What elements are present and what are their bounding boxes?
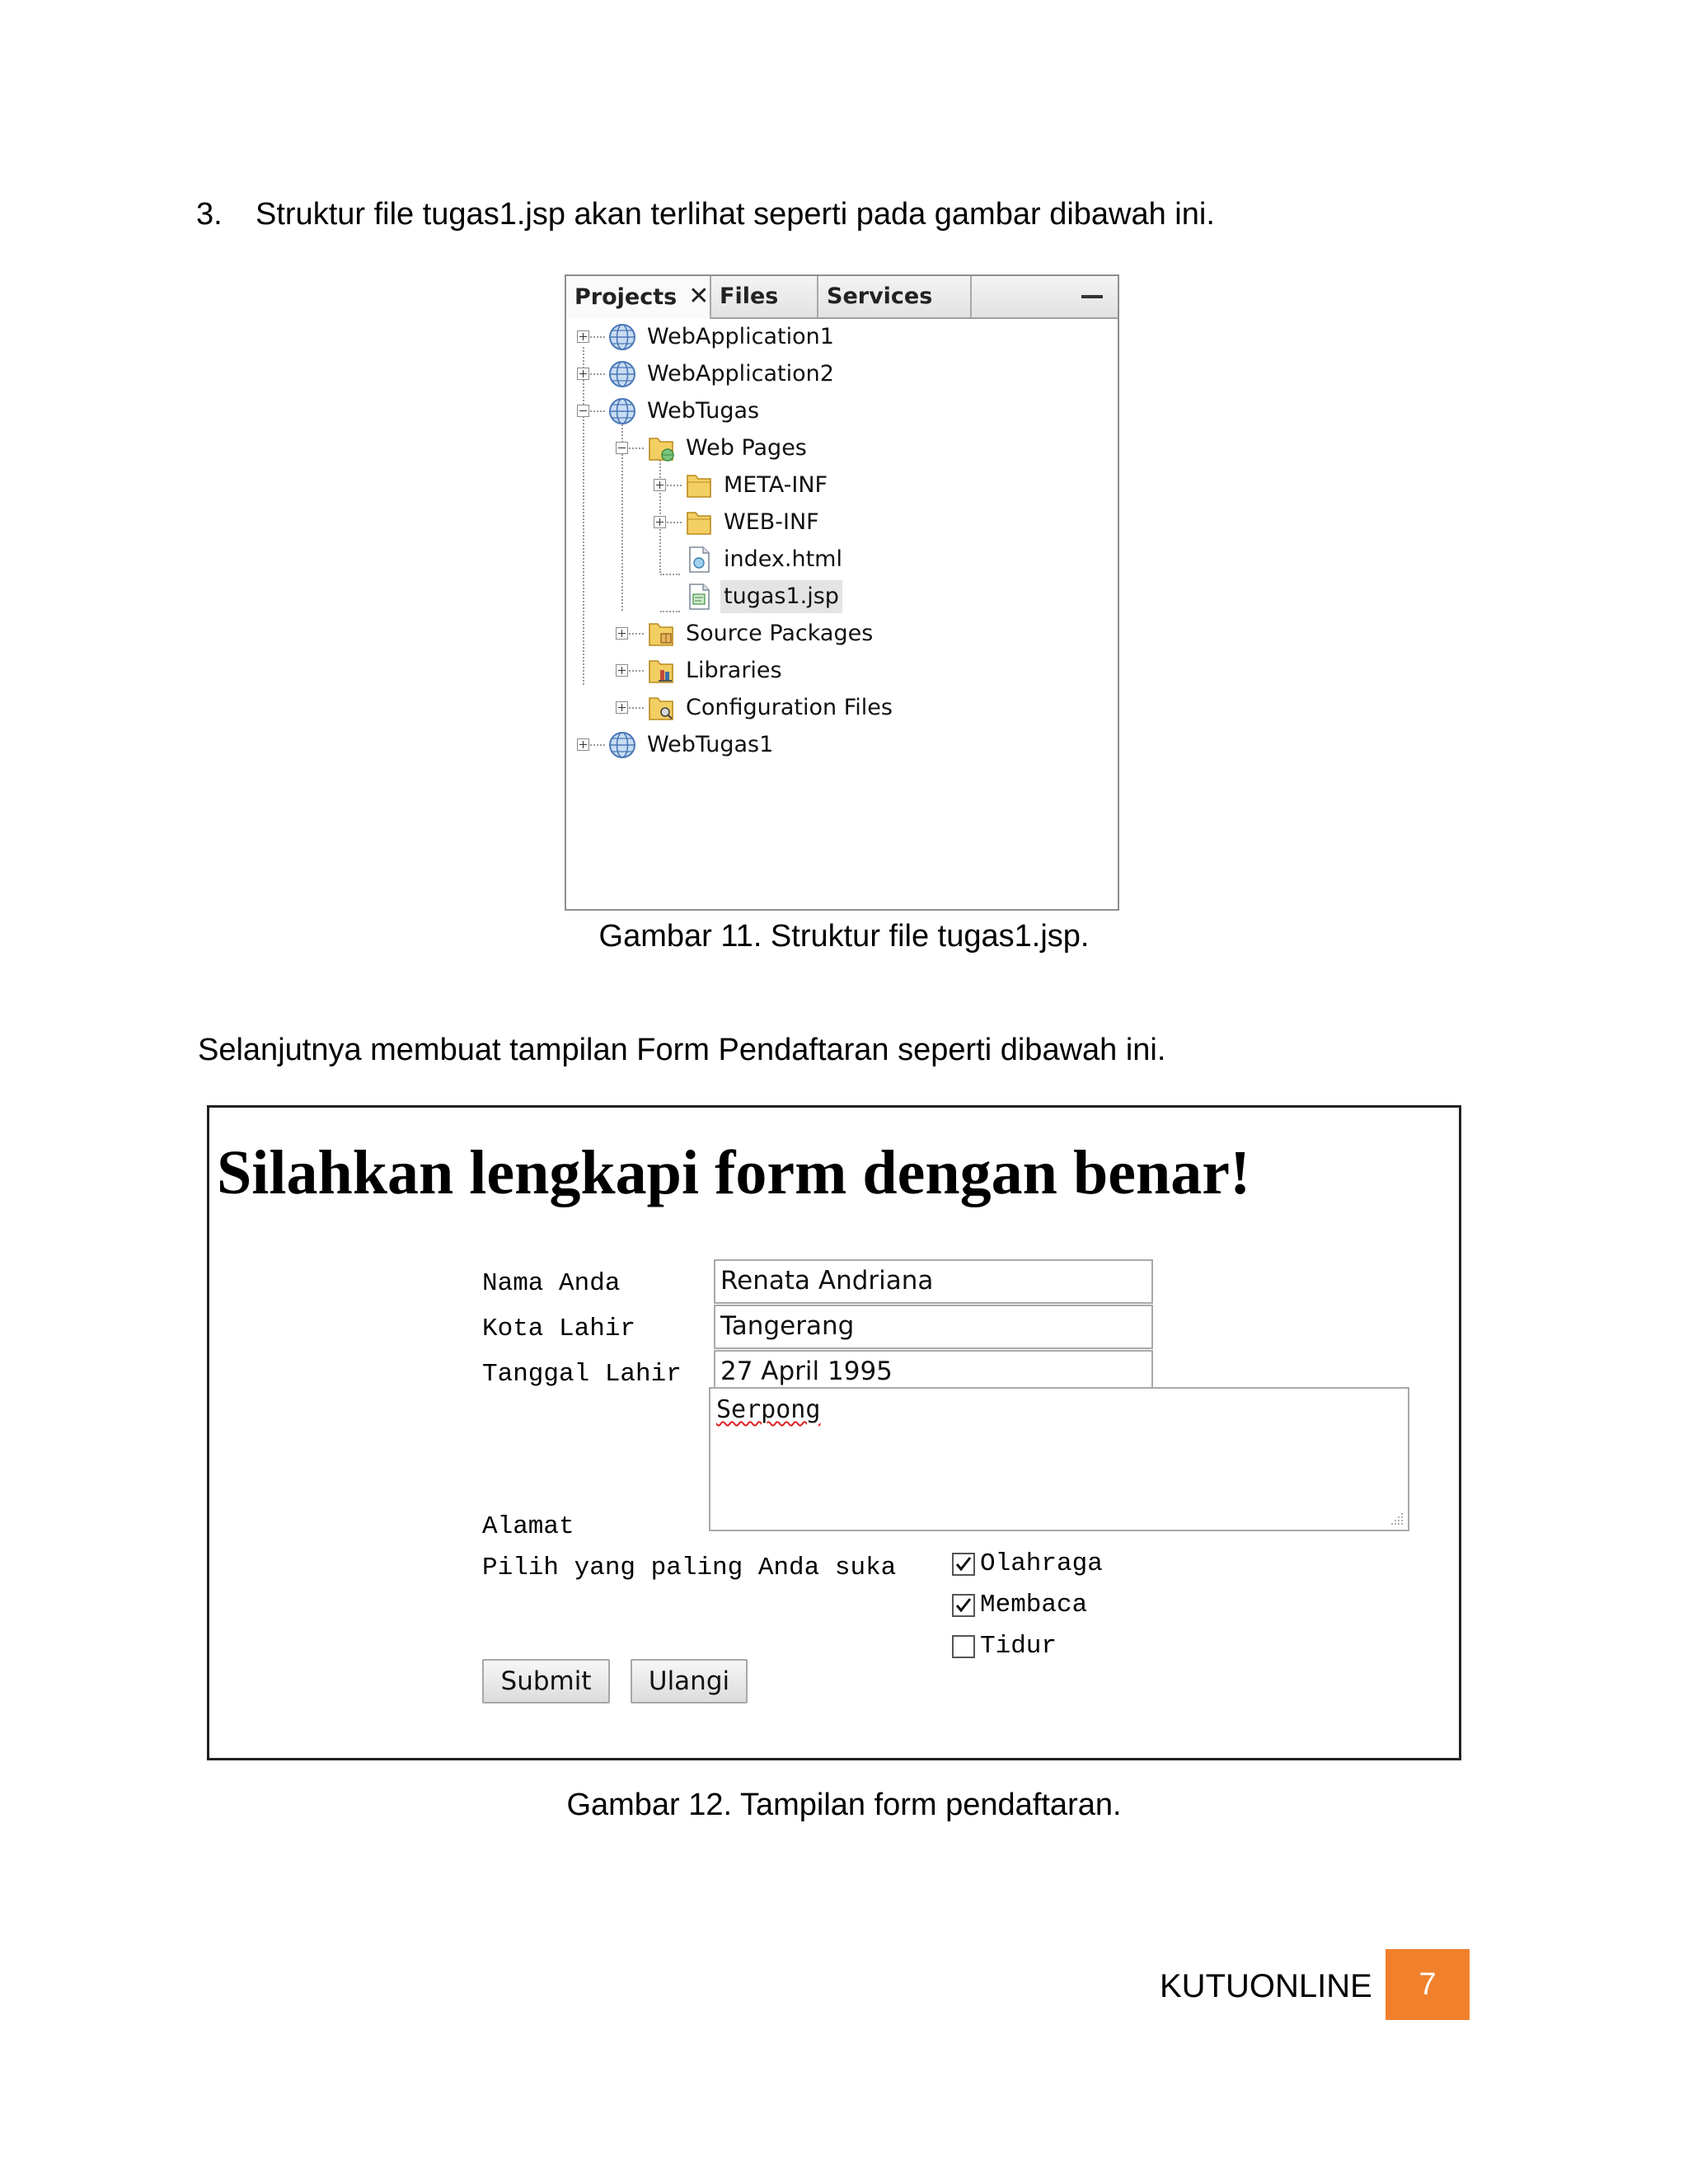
expand-icon[interactable] [616, 627, 628, 640]
tree-item-label: WebTugas [647, 398, 760, 424]
tab-files-label: Files [720, 284, 779, 309]
expand-icon[interactable] [577, 330, 589, 343]
expand-icon[interactable] [654, 516, 666, 528]
kota-label: Kota Lahir [482, 1315, 636, 1343]
tab-services[interactable] [818, 276, 972, 317]
tree-item-label: WebApplication1 [647, 324, 834, 349]
nama-input[interactable]: Renata Andriana [714, 1259, 1153, 1304]
tree-guide-line [629, 670, 644, 672]
tree-item-meta-inf[interactable] [684, 467, 831, 504]
intro-text: Selanjutnya membuat tampilan Form Pendaftaran seperti dibawah ini. [198, 1033, 1166, 1067]
alamat-label: Alamat [482, 1512, 574, 1541]
step-number: 3. [196, 197, 223, 232]
tanggal-label: Tanggal Lahir [482, 1360, 682, 1389]
expand-icon[interactable] [577, 738, 589, 751]
libraries-icon [646, 656, 676, 686]
web-pages-folder-icon [646, 434, 676, 463]
tanggal-input[interactable]: 27 April 1995 [714, 1350, 1153, 1394]
step-text: Struktur file tugas1.jsp akan terlihat seperti pada gambar dibawah ini. [256, 197, 1215, 232]
hobby-olahraga[interactable] [952, 1549, 1103, 1579]
html-file-icon [684, 545, 714, 574]
tree-guide-line [667, 522, 682, 523]
tree-guide-line [590, 410, 605, 412]
tree-item-label: WEB-INF [724, 509, 819, 535]
tree-item-label: Configuration Files [686, 695, 893, 720]
figure11-caption: Gambar 11. Struktur file tugas1.jsp. [598, 919, 1090, 954]
tab-services-label: Services [827, 284, 933, 309]
hobby-membaca[interactable] [952, 1591, 1087, 1620]
check-icon [954, 1596, 973, 1615]
hobby-tidur[interactable] [952, 1632, 1057, 1661]
tree-item-web-inf[interactable] [684, 504, 823, 541]
tree-guide-line [659, 457, 661, 573]
kota-input[interactable]: Tangerang [714, 1305, 1153, 1349]
form-title: Silahkan lengkapi form dengan benar! [217, 1138, 1251, 1207]
checkbox-membaca[interactable] [952, 1594, 975, 1617]
checkbox-tidur[interactable] [952, 1635, 975, 1658]
tree-item-webapplication2[interactable] [607, 356, 837, 392]
check-icon [954, 1555, 973, 1573]
tree-item-label: index.html [724, 546, 842, 572]
tree-item-label: META-INF [724, 472, 828, 498]
source-packages-icon [646, 619, 676, 649]
jsp-file-icon [684, 582, 714, 612]
footer-brand: KUTUONLINE [1160, 1968, 1372, 2004]
expand-icon[interactable] [577, 368, 589, 380]
tree-guide-line [629, 448, 644, 449]
tree-item-label: WebTugas1 [647, 732, 774, 757]
minimize-icon[interactable] [1081, 295, 1103, 298]
tree-guide-line [590, 336, 605, 338]
page-number: 7 [1386, 1949, 1470, 2020]
configuration-files-icon [646, 693, 676, 723]
tree-guide-line [583, 347, 584, 685]
tree-item-index-html[interactable] [684, 541, 846, 578]
tab-files[interactable] [711, 276, 818, 317]
tree-item-tugas1-jsp[interactable] [684, 579, 842, 615]
tab-projects[interactable] [566, 276, 711, 319]
globe-icon [607, 396, 637, 426]
folder-icon [684, 471, 714, 500]
hobby-option-label: Olahraga [980, 1549, 1103, 1578]
submit-button[interactable]: Submit [482, 1659, 610, 1704]
tree-guide-line [590, 373, 605, 375]
globe-icon [607, 322, 637, 352]
projects-panel [565, 274, 1119, 911]
tree-guide-line [667, 485, 682, 486]
tree-item-libraries[interactable] [646, 653, 785, 689]
panel-tab-bar [566, 276, 1118, 319]
tree-item-webapplication1[interactable] [607, 319, 837, 355]
folder-icon [684, 508, 714, 537]
tab-projects-label: Projects [574, 284, 678, 310]
globe-icon [607, 730, 637, 760]
figure12-caption: Gambar 12. Tampilan form pendaftaran. [566, 1788, 1122, 1822]
collapse-icon[interactable] [616, 442, 628, 454]
tree-item-label: Libraries [686, 658, 782, 683]
hobby-option-label: Membaca [980, 1591, 1088, 1619]
tree-guide-line [590, 744, 605, 746]
tree-guide-line [660, 574, 680, 575]
alamat-value: Serpong [716, 1395, 821, 1424]
tree-guide-line [660, 611, 680, 612]
expand-icon[interactable] [616, 664, 628, 677]
tree-item-webtugas[interactable] [607, 393, 762, 429]
tree-item-web-pages[interactable] [646, 430, 810, 466]
tree-item-label: Source Packages [686, 621, 874, 646]
tree-item-label: Web Pages [686, 435, 807, 461]
tree-item-webtugas1[interactable] [607, 727, 776, 763]
alamat-textarea[interactable] [709, 1387, 1409, 1531]
tree-item-configuration-files[interactable] [646, 690, 896, 726]
resize-grip-icon[interactable] [1390, 1511, 1404, 1526]
globe-icon [607, 359, 637, 389]
tree-item-label: tugas1.jsp [720, 580, 842, 613]
tree-guide-line [629, 707, 644, 709]
nama-label: Nama Anda [482, 1269, 621, 1298]
expand-icon[interactable] [616, 701, 628, 714]
tree-guide-line [629, 633, 644, 635]
tree-item-label: WebApplication2 [647, 361, 834, 387]
hobby-label: Pilih yang paling Anda suka [482, 1554, 897, 1582]
tree-item-source-packages[interactable] [646, 616, 876, 652]
close-icon[interactable]: ✕ [688, 282, 710, 311]
expand-icon[interactable] [654, 479, 666, 491]
hobby-option-label: Tidur [980, 1632, 1057, 1661]
reset-button[interactable]: Ulangi [631, 1659, 748, 1704]
checkbox-olahraga[interactable] [952, 1553, 975, 1576]
collapse-icon[interactable] [577, 405, 589, 417]
